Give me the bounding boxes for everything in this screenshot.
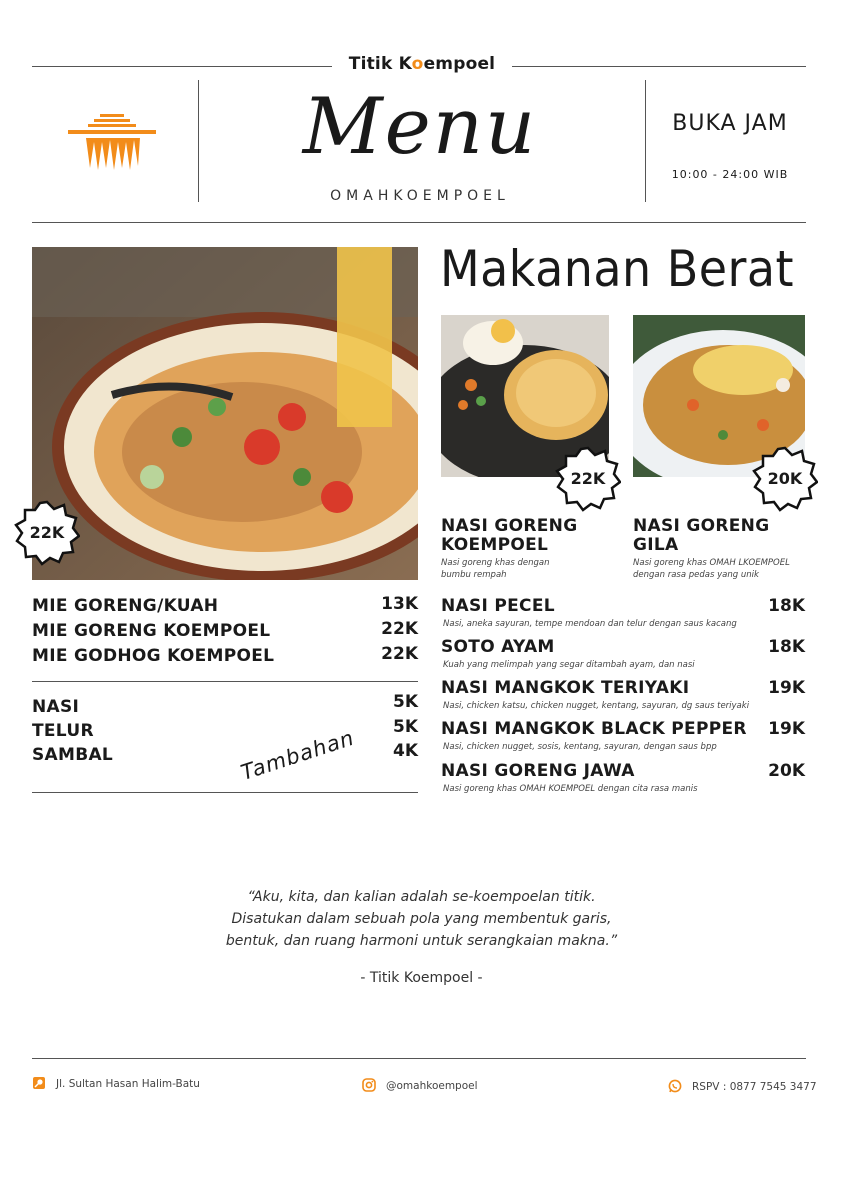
extras-bottom-rule bbox=[32, 792, 418, 793]
featured-price-badge: 22K bbox=[14, 500, 80, 566]
nasi-goreng-gila-price-badge: 20K bbox=[752, 446, 818, 512]
menu-item-nasi-pecel: NASI PECEL bbox=[441, 596, 555, 616]
quote bbox=[180, 886, 663, 952]
quote-line-2: Disatukan dalam sebuah pola yang membentuk garis, bbox=[231, 911, 612, 927]
price-extra-telur: 5K bbox=[392, 717, 418, 737]
extra-item-sambal: SAMBAL bbox=[32, 745, 114, 765]
card-name-nasi-goreng-koempoel: NASI GORENG KOEMPOEL bbox=[441, 516, 578, 555]
menu-item-nasi-mangkok-black-pepper: NASI MANGKOK BLACK PEPPER bbox=[441, 719, 747, 739]
extras-top-rule bbox=[32, 681, 418, 682]
nasi-goreng-koempoel-price-badge: 22K bbox=[555, 446, 621, 512]
quote-author: - Titik Koempoel - bbox=[360, 970, 483, 986]
header-rule-right bbox=[512, 66, 806, 67]
logo-icon bbox=[68, 112, 156, 176]
whatsapp-icon bbox=[668, 1079, 682, 1093]
menu-item-nasi-mangkok-teriyaki: NASI MANGKOK TERIYAKI bbox=[441, 678, 690, 698]
price-extra-sambal: 4K bbox=[392, 741, 418, 761]
extras-label: Tambahan bbox=[238, 725, 358, 785]
section-title: Makanan Berat bbox=[440, 240, 794, 298]
price-nasi-mangkok-teriyaki: 19K bbox=[768, 678, 805, 698]
map-pin-icon bbox=[32, 1076, 46, 1090]
menu-item-soto-ayam: SOTO AYAM bbox=[441, 637, 555, 657]
price-nasi-mangkok-black-pepper: 19K bbox=[768, 719, 805, 739]
footer-address: Jl. Sultan Hasan Halim-Batu bbox=[56, 1078, 200, 1090]
list-item-mie-goreng-kuah: MIE GORENG/KUAH bbox=[32, 596, 219, 616]
card-desc-nasi-goreng-koempoel: Nasi goreng khas dengan bumbu rempah bbox=[441, 558, 550, 580]
list-item-mie-goreng-koempoel: MIE GORENG KOEMPOEL bbox=[32, 621, 271, 641]
desc-nasi-pecel: Nasi, aneka sayuran, tempe mendoan dan telur dengan saus kacang bbox=[443, 619, 737, 629]
card-name-nasi-goreng-gila: NASI GORENG GILA bbox=[633, 516, 770, 555]
price-nasi-goreng-jawa: 20K bbox=[768, 761, 805, 781]
desc-nasi-goreng-jawa: Nasi goreng khas OMAH KOEMPOEL dengan cita rasa manis bbox=[443, 784, 698, 794]
extra-item-telur: TELUR bbox=[32, 721, 94, 741]
desc-soto-ayam: Kuah yang melimpah yang segar ditambah ayam, dan nasi bbox=[443, 660, 695, 670]
menu-subtitle: OMAHKOEMPOEL bbox=[330, 188, 510, 204]
header-divider-left bbox=[198, 80, 199, 202]
hours-value: 10:00 - 24:00 WIB bbox=[671, 168, 789, 181]
price-soto-ayam: 18K bbox=[768, 637, 805, 657]
price-extra-nasi: 5K bbox=[392, 692, 418, 712]
price-mie-goreng-kuah: 13K bbox=[381, 594, 418, 614]
footer-rule bbox=[32, 1058, 806, 1059]
price-mie-goreng-koempoel: 22K bbox=[381, 619, 418, 639]
price-nasi-pecel: 18K bbox=[768, 596, 805, 616]
header-bottom-rule bbox=[32, 222, 806, 223]
menu-item-nasi-goreng-jawa: NASI GORENG JAWA bbox=[441, 761, 635, 781]
quote-line-1: “Aku, kita, dan kalian adalah se-koempoelan titik. bbox=[247, 889, 596, 905]
extra-item-nasi: NASI bbox=[32, 697, 80, 717]
menu-title: Menu bbox=[302, 82, 538, 172]
desc-nasi-mangkok-black-pepper: Nasi, chicken nugget, sosis, kentang, sayuran, dengan saus bpp bbox=[443, 742, 717, 752]
brand-name: Titik Koempoel bbox=[348, 54, 496, 74]
desc-nasi-mangkok-teriyaki: Nasi, chicken katsu, chicken nugget, kentang, sayuran, dg saus teriyaki bbox=[443, 701, 750, 711]
header-divider-right bbox=[645, 80, 646, 202]
instagram-icon bbox=[362, 1078, 376, 1092]
header-rule-left bbox=[32, 66, 332, 67]
hours-label: BUKA JAM bbox=[672, 111, 788, 136]
noodle-photo bbox=[32, 247, 418, 580]
footer-phone[interactable]: RSPV : 0877 7545 3477 bbox=[692, 1081, 817, 1093]
quote-line-3: bentuk, dan ruang harmoni untuk serangkaian makna.” bbox=[225, 933, 618, 949]
price-mie-godhog-koempoel: 22K bbox=[381, 644, 418, 664]
footer-instagram[interactable]: @omahkoempoel bbox=[386, 1080, 478, 1092]
card-desc-nasi-goreng-gila: Nasi goreng khas OMAH LKOEMPOEL dengan rasa pedas yang unik bbox=[633, 558, 790, 580]
list-item-mie-godhog-koempoel: MIE GODHOG KOEMPOEL bbox=[32, 646, 275, 666]
